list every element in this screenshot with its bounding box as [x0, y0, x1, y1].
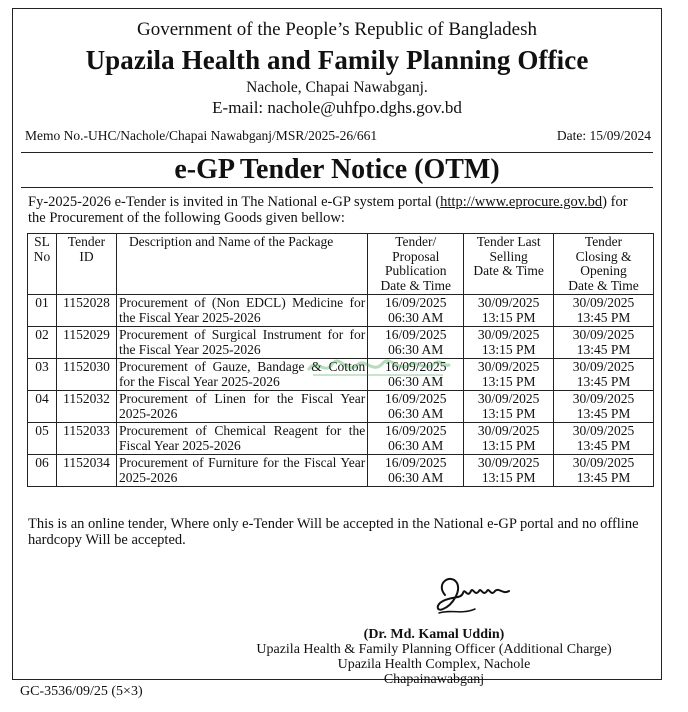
watermark-logo [303, 349, 453, 381]
row-last-selling: 30/09/2025 13:15 PM [464, 455, 554, 487]
row-last-selling: 30/09/2025 13:15 PM [464, 327, 554, 359]
row-description: Procurement of Furniture for the Fiscal Year 2025-2026 [116, 455, 367, 487]
row-closing: 30/09/2025 13:45 PM [554, 295, 654, 327]
row-publication: 16/09/2025 06:30 AM [368, 327, 464, 359]
eprocure-link[interactable]: http://www.eprocure.gov.bd [440, 194, 603, 210]
signatory-address-1: Upazila Health Complex, Nachole [337, 657, 531, 672]
table-header-row [28, 234, 654, 295]
table-row [28, 423, 654, 455]
row-sl: 04 [28, 391, 57, 423]
signatory-block [213, 627, 655, 687]
row-last-selling: 30/09/2025 13:15 PM [464, 423, 554, 455]
office-location: Nachole, Chapai Nawabganj. [246, 79, 428, 96]
office-name: Upazila Health and Family Planning Office [85, 45, 589, 75]
office-email: E-mail: nachole@uhfpo.dghs.gov.bd [212, 98, 462, 117]
online-tender-note: This is an online tender, Where only e-Tender Will be accepted in the National e-GP portal and no offline hardcopy Will be accepted. [28, 516, 639, 548]
row-sl: 02 [28, 327, 57, 359]
row-description: Procurement of Linen for the Fiscal Year 2025-2026 [116, 391, 367, 423]
intro-paragraph [28, 194, 641, 226]
row-publication: 16/09/2025 06:30 AM [368, 423, 464, 455]
row-sl: 03 [28, 359, 57, 391]
table-row [28, 295, 654, 327]
row-sl: 01 [28, 295, 57, 327]
row-last-selling: 30/09/2025 13:15 PM [464, 295, 554, 327]
signatory-name: (Dr. Md. Kamal Uddin) [363, 627, 505, 642]
table-row [28, 391, 654, 423]
table-row [28, 455, 654, 487]
row-publication: 16/09/2025 06:30 AM [368, 359, 464, 391]
row-closing: 30/09/2025 13:45 PM [554, 391, 654, 423]
row-closing: 30/09/2025 13:45 PM [554, 359, 654, 391]
header-tender-id: Tender ID [56, 234, 116, 295]
memo-number: Memo No.-UHC/Nachole/Chapai Nawabganj/MSR/2025-26/661 [25, 128, 378, 143]
row-tender-id: 1152033 [56, 423, 116, 455]
row-description: Procurement of Chemical Reagent for the Fiscal Year 2025-2026 [116, 423, 367, 455]
row-closing: 30/09/2025 13:45 PM [554, 327, 654, 359]
row-publication: 16/09/2025 06:30 AM [368, 295, 464, 327]
row-tender-id: 1152028 [56, 295, 116, 327]
notice-frame [12, 8, 662, 687]
header-description: Description and Name of the Package [116, 234, 367, 295]
notice-title: e-GP Tender Notice (OTM) [21, 152, 653, 188]
row-sl: 06 [28, 455, 57, 487]
header-sl: SL No [28, 234, 57, 295]
row-publication: 16/09/2025 06:30 AM [368, 391, 464, 423]
intro-text-after: ) for the Procurement of the following Goods given bellow: [28, 194, 628, 226]
row-description: Procurement of (Non EDCL) Medicine for the Fiscal Year 2025-2026 [116, 295, 367, 327]
row-last-selling: 30/09/2025 13:15 PM [464, 359, 554, 391]
header-closing: Tender Closing & Opening Date & Time [554, 234, 654, 295]
row-sl: 05 [28, 423, 57, 455]
notice-date: Date: 15/09/2024 [556, 128, 651, 143]
row-description: Procurement of Gauze, Bandage & Cotton for the Fiscal Year 2025-2026 [116, 359, 367, 391]
header-publication: Tender/ Proposal Publication Date & Time [368, 234, 464, 295]
row-tender-id: 1152029 [56, 327, 116, 359]
header-last-selling: Tender Last Selling Date & Time [464, 234, 554, 295]
signature-icon [431, 569, 523, 621]
gc-number: GC-3536/09/25 (5×3) [20, 684, 143, 699]
row-description: Procurement of Surgical Instrument for for the Fiscal Year 2025-2026 [116, 327, 367, 359]
signatory-designation: Upazila Health & Family Planning Officer (Additional Charge) [256, 642, 612, 657]
row-publication: 16/09/2025 06:30 AM [368, 455, 464, 487]
row-closing: 30/09/2025 13:45 PM [554, 455, 654, 487]
signatory-address-2: Chapainawabganj [383, 672, 485, 687]
row-tender-id: 1152032 [56, 391, 116, 423]
row-closing: 30/09/2025 13:45 PM [554, 423, 654, 455]
row-tender-id: 1152030 [56, 359, 116, 391]
row-tender-id: 1152034 [56, 455, 116, 487]
government-line: Government of the People’s Republic of Bangladesh [137, 19, 537, 40]
row-last-selling: 30/09/2025 13:15 PM [464, 391, 554, 423]
intro-text-before: Fy-2025-2026 e-Tender is invited in The National e-GP system portal ( [28, 194, 441, 210]
